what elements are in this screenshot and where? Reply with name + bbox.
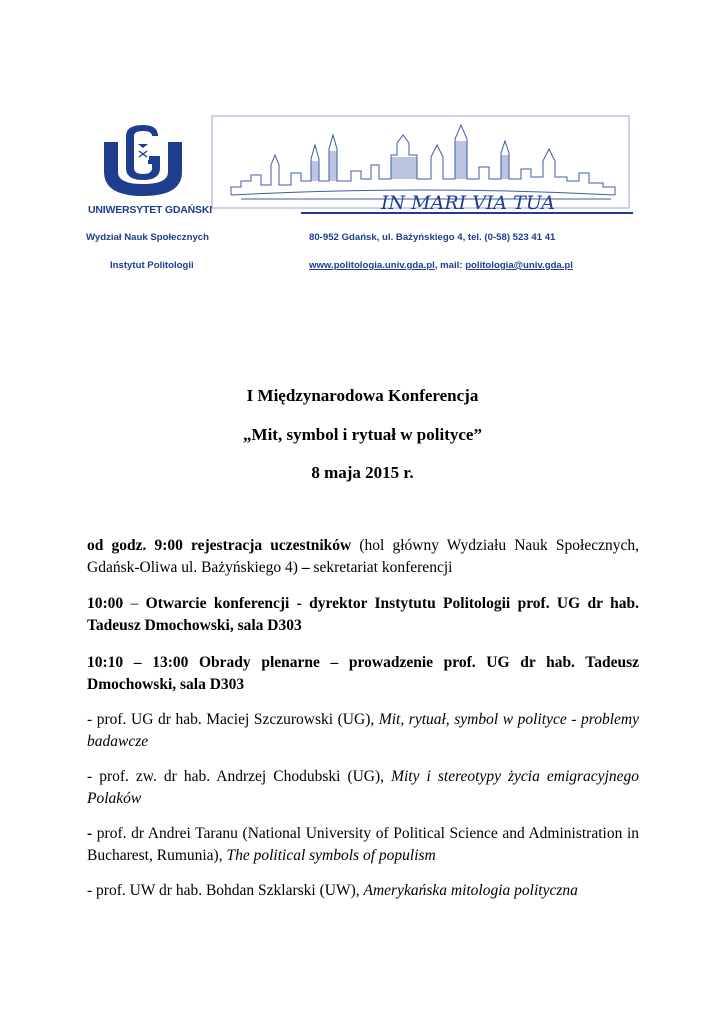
conference-title: I Międzynarodowa Konferencja (246, 386, 479, 405)
banner (211, 115, 635, 217)
email-link[interactable]: politologia@univ.gda.pl (465, 260, 573, 271)
banner-motto: IN MARI VIA TUA (381, 192, 556, 214)
university-logo (88, 122, 212, 222)
program-item-talk-2: - prof. zw. dr hab. Andrzej Chodubski (UG), Mity i stereotypy życia emigracyjnego Polaków (87, 768, 639, 807)
mail-label: , mail: (434, 260, 463, 271)
program-item-opening: 10:00 – Otwarcie konferencji - dyrektor Instytutu Politologii prof. UG dr hab. Tadeusz Dmochowski, sala D303 (87, 595, 639, 634)
contact-line (309, 260, 573, 271)
program-item-registration: od godz. 9:00 rejestracja uczestników (hol główny Wydziału Nauk Społecznych, Gdańsk-Oliwa ul. Bażyńskiego 4) – sekretariat konferencji (87, 537, 639, 576)
institute-name: Instytut Politologii (110, 260, 194, 271)
gdansk-university-logo-icon (88, 122, 198, 202)
university-name: UNIWERSYTET GDAŃSKI (88, 204, 212, 216)
website-link[interactable]: www.politologia.univ.gda.pl (309, 260, 435, 271)
program-item-plenary: 10:10 – 13:00 Obrady plenarne – prowadzenie prof. UG dr hab. Tadeusz Dmochowski, sala D303 (87, 654, 639, 693)
program-item-talk-3: - prof. dr Andrei Taranu (National University of Political Science and Administration in Bucharest, Rumunia), The political symbols of populism (87, 825, 639, 864)
conference-theme: „Mit, symbol i rytuał w polityce” (243, 425, 482, 444)
program-item-talk-4: - prof. UW dr hab. Bohdan Szklarski (UW), Amerykańska mitologia polityczna (87, 882, 578, 899)
conference-date: 8 maja 2015 r. (311, 463, 414, 482)
program-item-talk-1: - prof. UG dr hab. Maciej Szczurowski (UG), Mit, rytuał, symbol w polityce - problemy badawcze (87, 711, 639, 750)
faculty-name: Wydział Nauk Społecznych (86, 232, 209, 243)
address: 80-952 Gdańsk, ul. Bażyńskiego 4, tel. (0-58) 523 41 41 (309, 232, 556, 243)
gdansk-skyline-banner (211, 115, 635, 217)
